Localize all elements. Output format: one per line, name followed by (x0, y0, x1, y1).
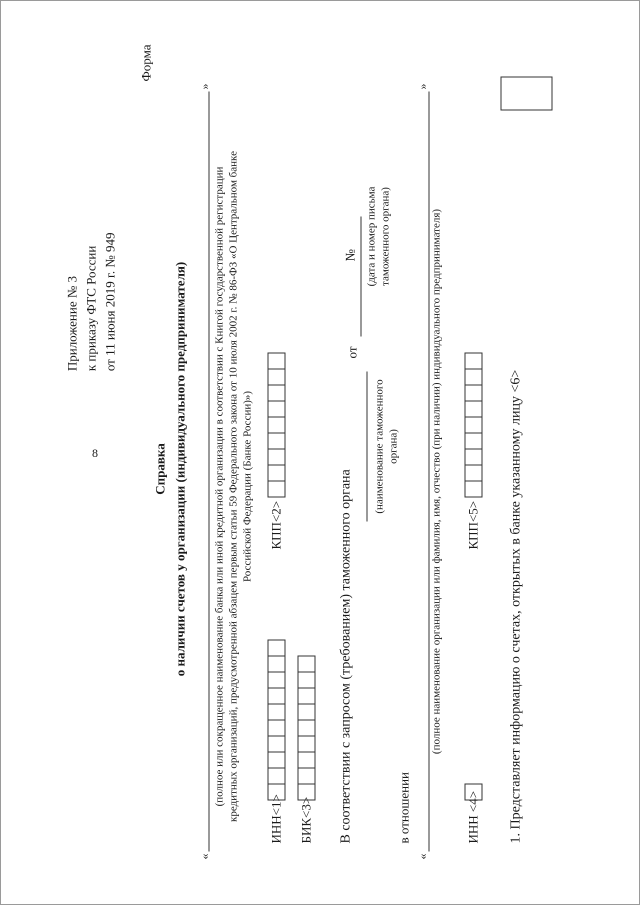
digit-cell[interactable] (268, 369, 286, 386)
appendix-line-1: Приложение № 3 (63, 233, 82, 372)
rotated-form-sheet (1, 17, 640, 922)
digit-cell[interactable] (268, 417, 286, 434)
letter-date-line[interactable] (361, 217, 362, 337)
appendix-line-3: от 11 июня 2019 г. № 949 (101, 233, 120, 372)
request-text: В соответствии с запросом (требованием) таможенного органа (339, 469, 355, 843)
form-label: Форма (139, 45, 155, 82)
inn1-cells[interactable] (268, 640, 286, 800)
stamp-box (501, 77, 553, 111)
digit-cell[interactable] (465, 481, 483, 498)
digit-cell[interactable] (268, 768, 286, 785)
kpp5-cells[interactable] (465, 353, 483, 497)
ot-label: от (345, 346, 361, 358)
digit-cell[interactable] (465, 433, 483, 450)
inn4-cells[interactable] (465, 784, 483, 800)
digit-cell[interactable] (298, 784, 316, 801)
digit-cell[interactable] (465, 369, 483, 386)
kpp2-label: КПП<2> (269, 501, 285, 550)
digit-cell[interactable] (268, 465, 286, 482)
appendix-header (63, 233, 120, 372)
digit-cell[interactable] (268, 704, 286, 721)
quote-open-bank: « (198, 854, 213, 860)
digit-cell[interactable] (268, 385, 286, 402)
digit-cell[interactable] (298, 704, 316, 721)
digit-cell[interactable] (268, 481, 286, 498)
digit-cell[interactable] (298, 656, 316, 673)
digit-cell[interactable] (298, 720, 316, 737)
quote-close-bank: » (198, 84, 213, 90)
digit-cell[interactable] (298, 688, 316, 705)
digit-cell[interactable] (268, 688, 286, 705)
digit-cell[interactable] (268, 401, 286, 418)
digit-cell[interactable] (465, 401, 483, 418)
document-title: Справка (153, 117, 169, 822)
kpp2-cells[interactable] (268, 353, 286, 497)
digit-cell[interactable] (268, 640, 286, 657)
digit-cell[interactable] (268, 736, 286, 753)
digit-cell[interactable] (268, 784, 286, 801)
v-otnoshenii-label: в отношении (397, 772, 413, 844)
customs-caption: (наименование таможенного органа) (373, 377, 401, 517)
org-caption: (полное наименование организации или фамилия, имя, отчество (при наличии) индивидуального предпринимателя) (431, 162, 443, 802)
digit-cell[interactable] (298, 736, 316, 753)
bik3-cells[interactable] (298, 656, 316, 800)
org-name-line[interactable] (429, 92, 430, 852)
digit-cell[interactable] (465, 465, 483, 482)
digit-cell[interactable] (268, 656, 286, 673)
bank-name-line (209, 92, 210, 852)
digit-cell[interactable] (465, 784, 483, 801)
bank-name-caption: (полное или сокращенное наименование банка или иной кредитной организации в соответствии с Книгой государственной регистрации кредитных организаций, предусмотренной абзацем первым статьи 59 Федерального закона от 10 июля 2002 г. № 86-ФЗ «О Центральном банке Российской Федерации (Банке России)») (213, 142, 255, 832)
letter-caption: (дата и номер письма таможенного органа) (365, 172, 393, 302)
digit-cell[interactable] (268, 449, 286, 466)
digit-cell[interactable] (268, 752, 286, 769)
inn4-label: ИНН <4> (466, 791, 482, 844)
digit-cell[interactable] (465, 353, 483, 370)
digit-cell[interactable] (268, 433, 286, 450)
digit-cell[interactable] (298, 752, 316, 769)
customs-name-line[interactable] (367, 372, 368, 522)
number-sign: № (343, 249, 359, 261)
quote-open-org: « (416, 854, 431, 860)
digit-cell[interactable] (298, 672, 316, 689)
digit-cell[interactable] (465, 417, 483, 434)
quote-close-org: » (416, 84, 431, 90)
appendix-line-2: к приказу ФТС России (82, 233, 101, 372)
digit-cell[interactable] (298, 768, 316, 785)
inn1-label: ИНН<1> (269, 794, 285, 843)
document-subtitle: о наличии счетов у организации (индивидуального предпринимателя) (173, 117, 189, 822)
digit-cell[interactable] (268, 353, 286, 370)
kpp5-label: КПП<5> (466, 501, 482, 550)
digit-cell[interactable] (465, 449, 483, 466)
digit-cell[interactable] (268, 672, 286, 689)
digit-cell[interactable] (465, 385, 483, 402)
digit-cell[interactable] (268, 720, 286, 737)
point-1-text: 1. Представляет информацию о счетах, открытых в банке указанному лицу <6> (509, 370, 525, 844)
bik3-label: БИК<3> (299, 797, 315, 844)
page-number: 8 (92, 446, 98, 461)
